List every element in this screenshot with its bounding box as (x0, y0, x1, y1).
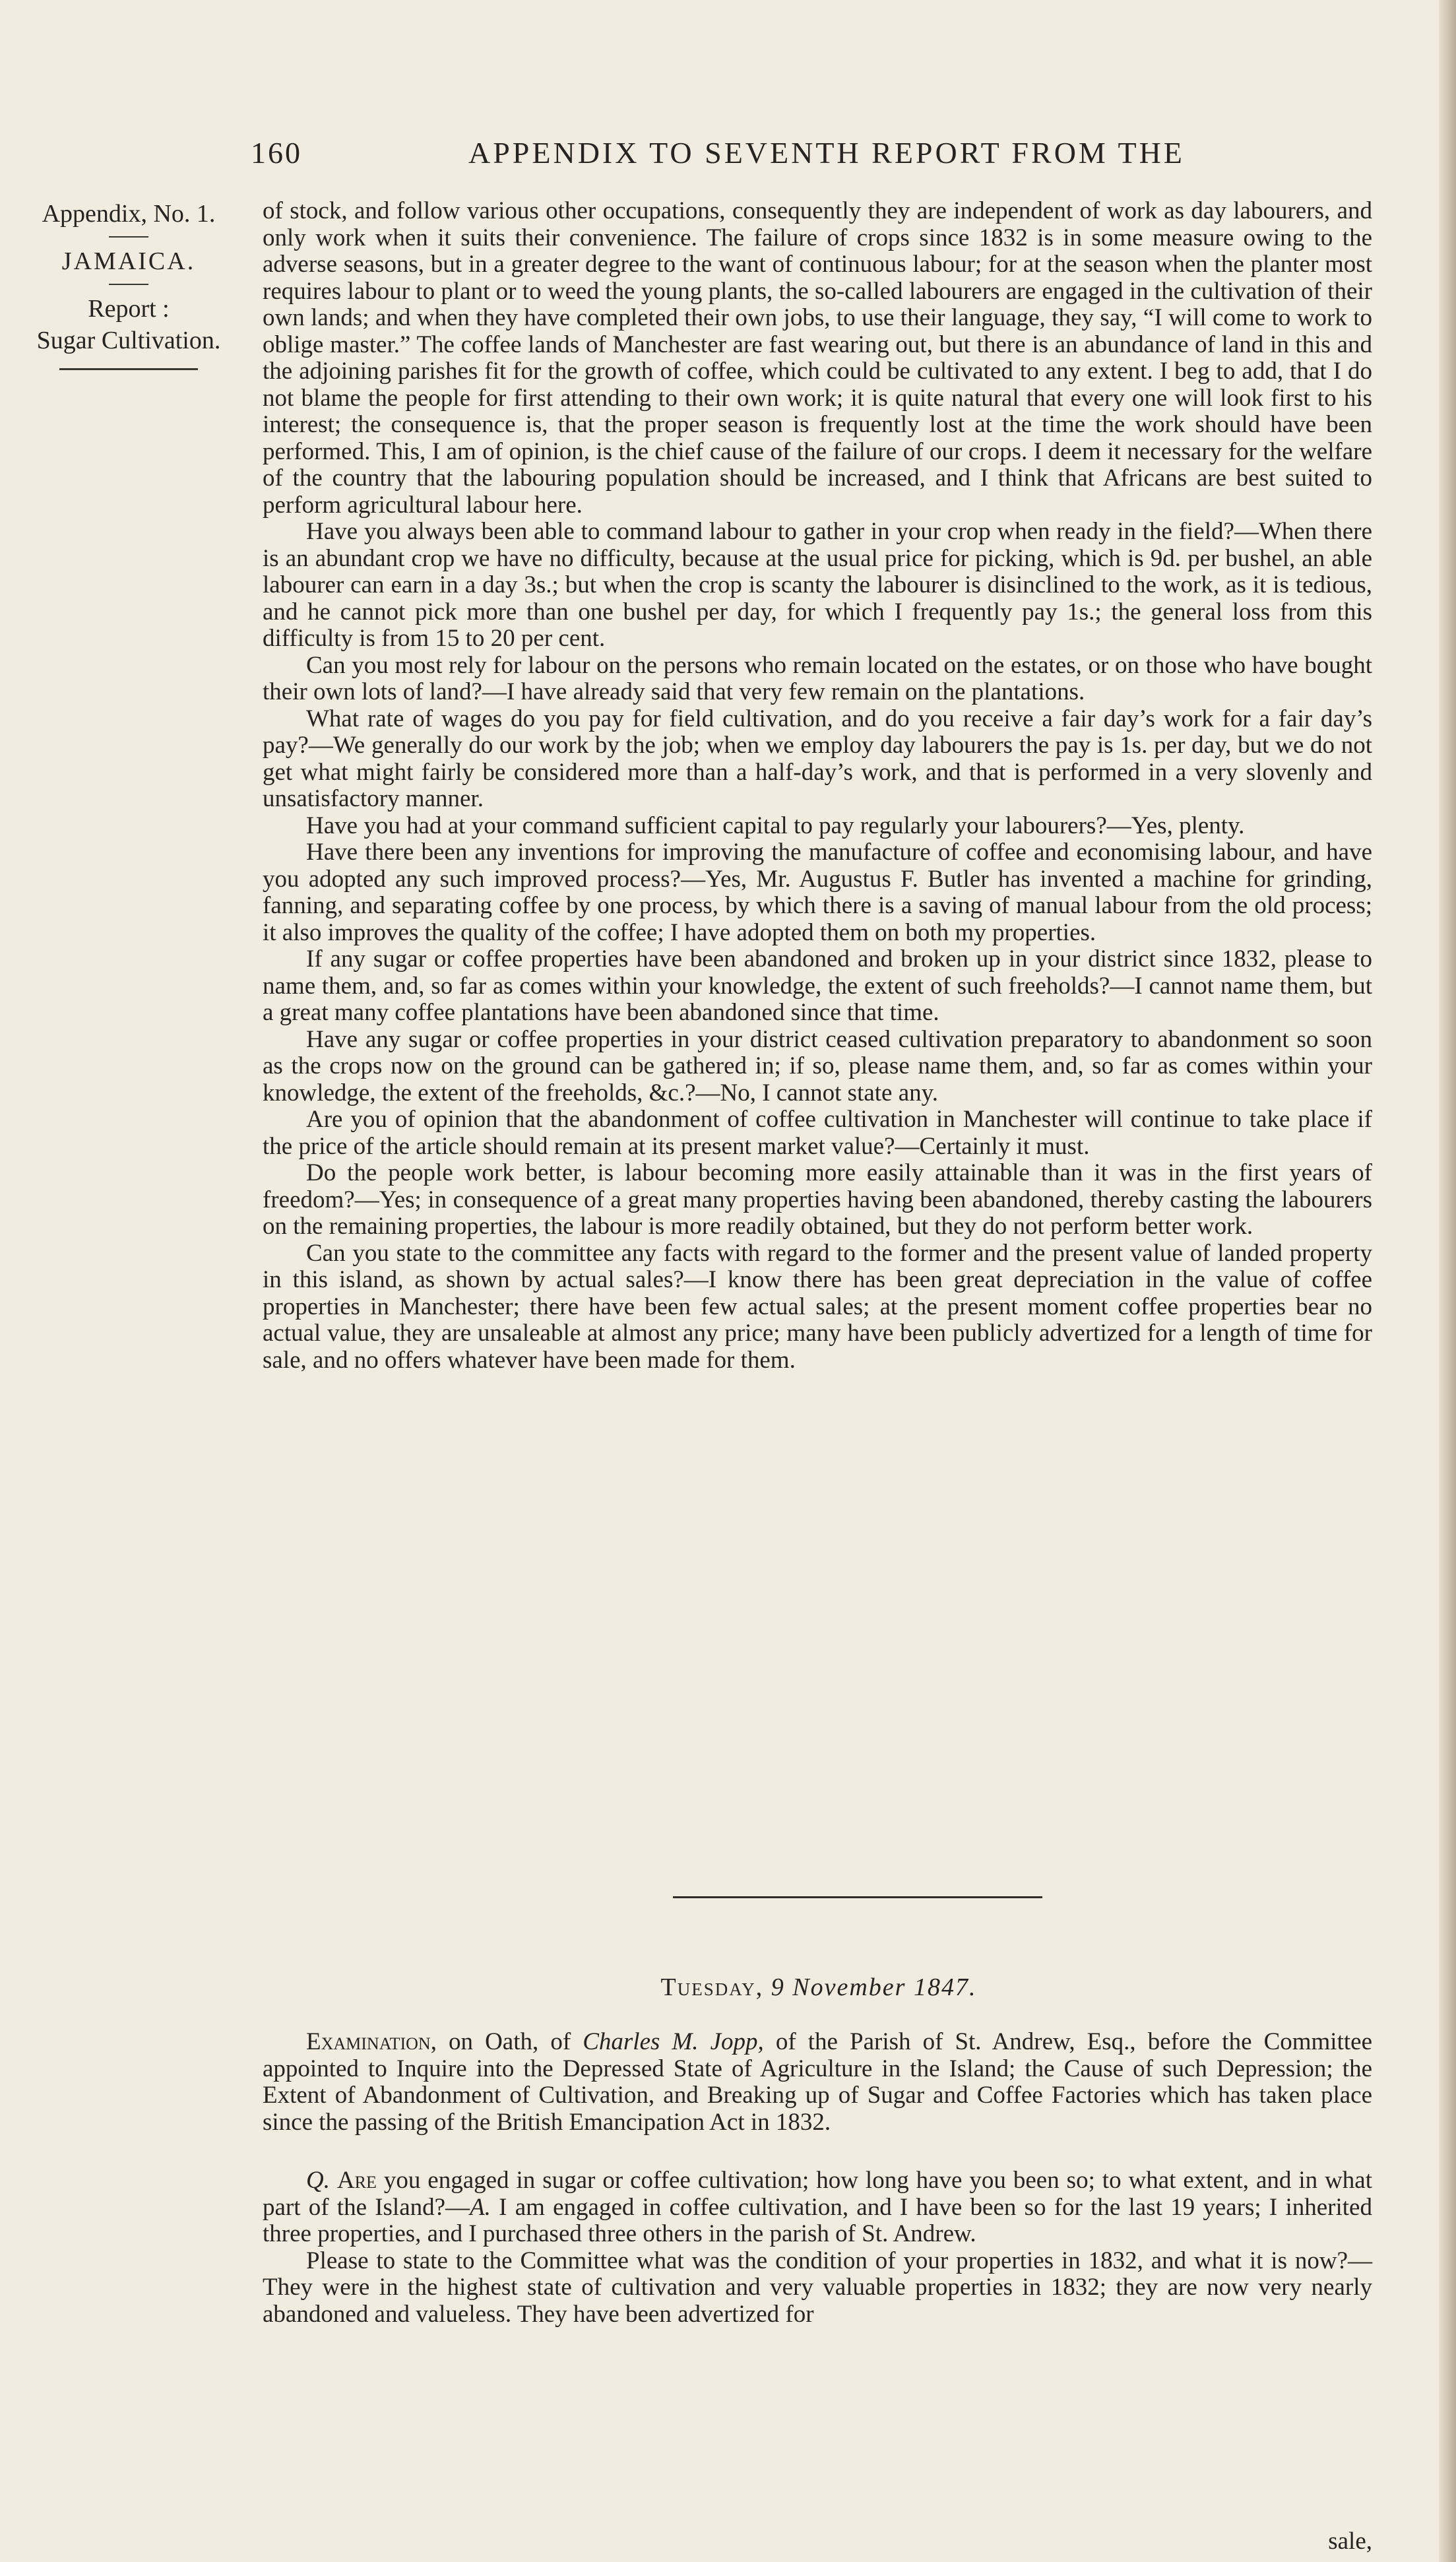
session-date-text: 9 November 1847. (771, 1973, 977, 2001)
session-date (264, 1973, 1374, 2002)
paragraph: Are you of opinion that the abandonment of coffee cultivation in Manchester will continue to take place if the price of the article should remain at its present market value?—Certainly it must. (263, 1106, 1372, 1160)
examination-lead: Examination, (306, 2028, 437, 2055)
q-text: you engaged in sugar or coffee cultivation; how long have you been so; to what extent, and in what part of the Island?— (263, 2167, 1373, 2221)
margin-rule (109, 236, 148, 238)
margin-appendix: Appendix, No. 1. (42, 200, 216, 228)
a-marker: A. (470, 2193, 491, 2221)
examination-text (263, 2029, 1372, 2328)
paragraph: Do the people work better, is labour becoming more easily attainable than it was in the first years of freedom?—Yes; in consequence of a great many properties having been abandoned, thereby casting the labourers on the remaining properties, the labour is more readily obtained, but they do not perform better work. (263, 1159, 1372, 1240)
paragraph: of stock, and follow various other occupations, consequently they are independent of work as day labourers, and only work when it suits their convenience. The failure of crops since 1832 is in some measure owing to the adverse seasons, but in a greater degree to the want of continuous labour; for at the season when the planter most requires labour to plant or to weed the young plants, the so-called labourers are engaged in the cultivation of their own lands; and when they have completed their own jobs, to use their language, they say, “I will come to work to oblige master.” The coffee lands of Manchester are fast wearing out, but there is an abundance of land in this and the adjoining parishes fit for the growth of coffee, which could be cultivated to any extent. I beg to add, that I do not blame the people for first attending to their own work; it is quite natural that every one will look first to his interest; the consequence is, that the proper season is frequently lost at the time the work should have been performed. This, I am of opinion, is the chief cause of the failure of our crops. I deem it necessary for the welfare of the country that the labouring population should be increased, and I think that Africans are best suited to perform agricultural labour here. (263, 197, 1372, 519)
session-day: Tuesday, (660, 1973, 764, 2001)
section-divider (673, 1896, 1042, 1898)
paragraph: Have any sugar or coffee properties in your district ceased cultivation preparatory to abandonment so soon as the crops now on the ground can be gathered in; if so, please name them, and, so far as comes within your knowledge, the extent of the freeholds, &c.?—No, I cannot state any. (263, 1025, 1372, 1106)
margin-rule-long (59, 368, 198, 370)
paragraph: Can you most rely for labour on the persons who remain located on the estates, or on those who have bought their own lots of land?—I have already said that very few remain on the plantations. (263, 651, 1372, 705)
margin-report: Report : (88, 295, 170, 323)
question-answer (263, 2167, 1372, 2248)
paragraph: Have you always been able to command labour to gather in your crop when ready in the field?—When there is an abundant crop we have no difficulty, because at the usual price for picking, which is 9d. per bushel, an able labourer can earn in a day 3s.; but when the crop is scanty the labourer is disinclined to the work, as it is tedious, and he cannot pick more than one bushel per day, for which I frequently pay 1s.; the general loss from this difficulty is from 15 to 20 per cent. (263, 518, 1372, 652)
margin-subject: Sugar Cultivation. (36, 327, 221, 354)
paragraph: What rate of wages do you pay for field cultivation, and do you receive a fair day’s work for a fair day’s pay?—We generally do our work by the job; when we employ day labourers the pay is 1s. per day, but we do not get what might fairly be considered more than a half-day’s work, and that is performed in a very slovenly and unsatisfactory manner. (263, 705, 1372, 812)
main-text (263, 198, 1372, 1374)
catchword: sale, (1328, 2528, 1372, 2555)
paragraph: If any sugar or coffee properties have been abandoned and broken up in your district since 1832, please to name them, and, so far as comes within your knowledge, the extent of such freeholds?—I cannot name them, but a great many coffee plantations have been abandoned since that time. (263, 945, 1372, 1026)
margin-note (0, 198, 257, 370)
examination-heading (263, 2029, 1372, 2136)
page-number: 160 (251, 136, 302, 170)
paragraph: Please to state to the Committee what was the condition of your properties in 1832, and what it is now?—They were in the highest state of cultivation and very valuable properties in 1832; they are now very nearly abandoned and valueless. They have been advertized for (263, 2247, 1372, 2328)
page-header (251, 135, 1385, 181)
examination-text-b: of the Parish of St. Andrew, Esq., before the Committee appointed to Inquire into the Depressed State of Agriculture in the Island; the Cause of such Depression; the Extent of Abandonment of Cultivation, and Breaking up of Sugar and Coffee Factories which has taken place since the passing of the British Emancipation Act in 1832. (263, 2028, 1372, 2136)
margin-rule (109, 284, 148, 285)
running-title: APPENDIX TO SEVENTH REPORT FROM THE (468, 136, 1185, 170)
a-text: I am engaged in coffee cultivation, and I have been so for the last 19 years; I inherited three properties, and I purchased three others in the parish of St. Andrew. (263, 2193, 1372, 2247)
witness-name: Charles M. Jopp, (583, 2028, 764, 2055)
paragraph: Have you had at your command sufficient capital to pay regularly your labourers?—Yes, plenty. (306, 812, 1245, 839)
examination-text-a: on Oath, of (436, 2028, 583, 2055)
paragraph: Have there been any inventions for improving the manufacture of coffee and economising labour, and have you adopted any such improved process?—Yes, Mr. Augustus F. Butler has invented a machine for grinding, fanning, and separating coffee by one process, by which there is a saving of manual labour from the old process; it also improves the quality of the coffee; I have adopted them on both my properties. (263, 839, 1372, 946)
margin-place: JAMAICA. (61, 247, 196, 275)
paragraph: Can you state to the committee any facts with regard to the former and the present value of landed property in this island, as shown by actual sales?—I know there has been great depreciation in the value of coffee properties in Manchester; there have been few actual sales; at the present moment coffee properties bear no actual value, they are unsaleable at almost any price; many have been publicly advertized for a length of time for sale, and no offers whatever have been made for them. (263, 1239, 1372, 1374)
q-lead: Are (336, 2167, 377, 2194)
page-edge-shadow (1439, 0, 1456, 2562)
q-marker: Q. (306, 2167, 330, 2194)
